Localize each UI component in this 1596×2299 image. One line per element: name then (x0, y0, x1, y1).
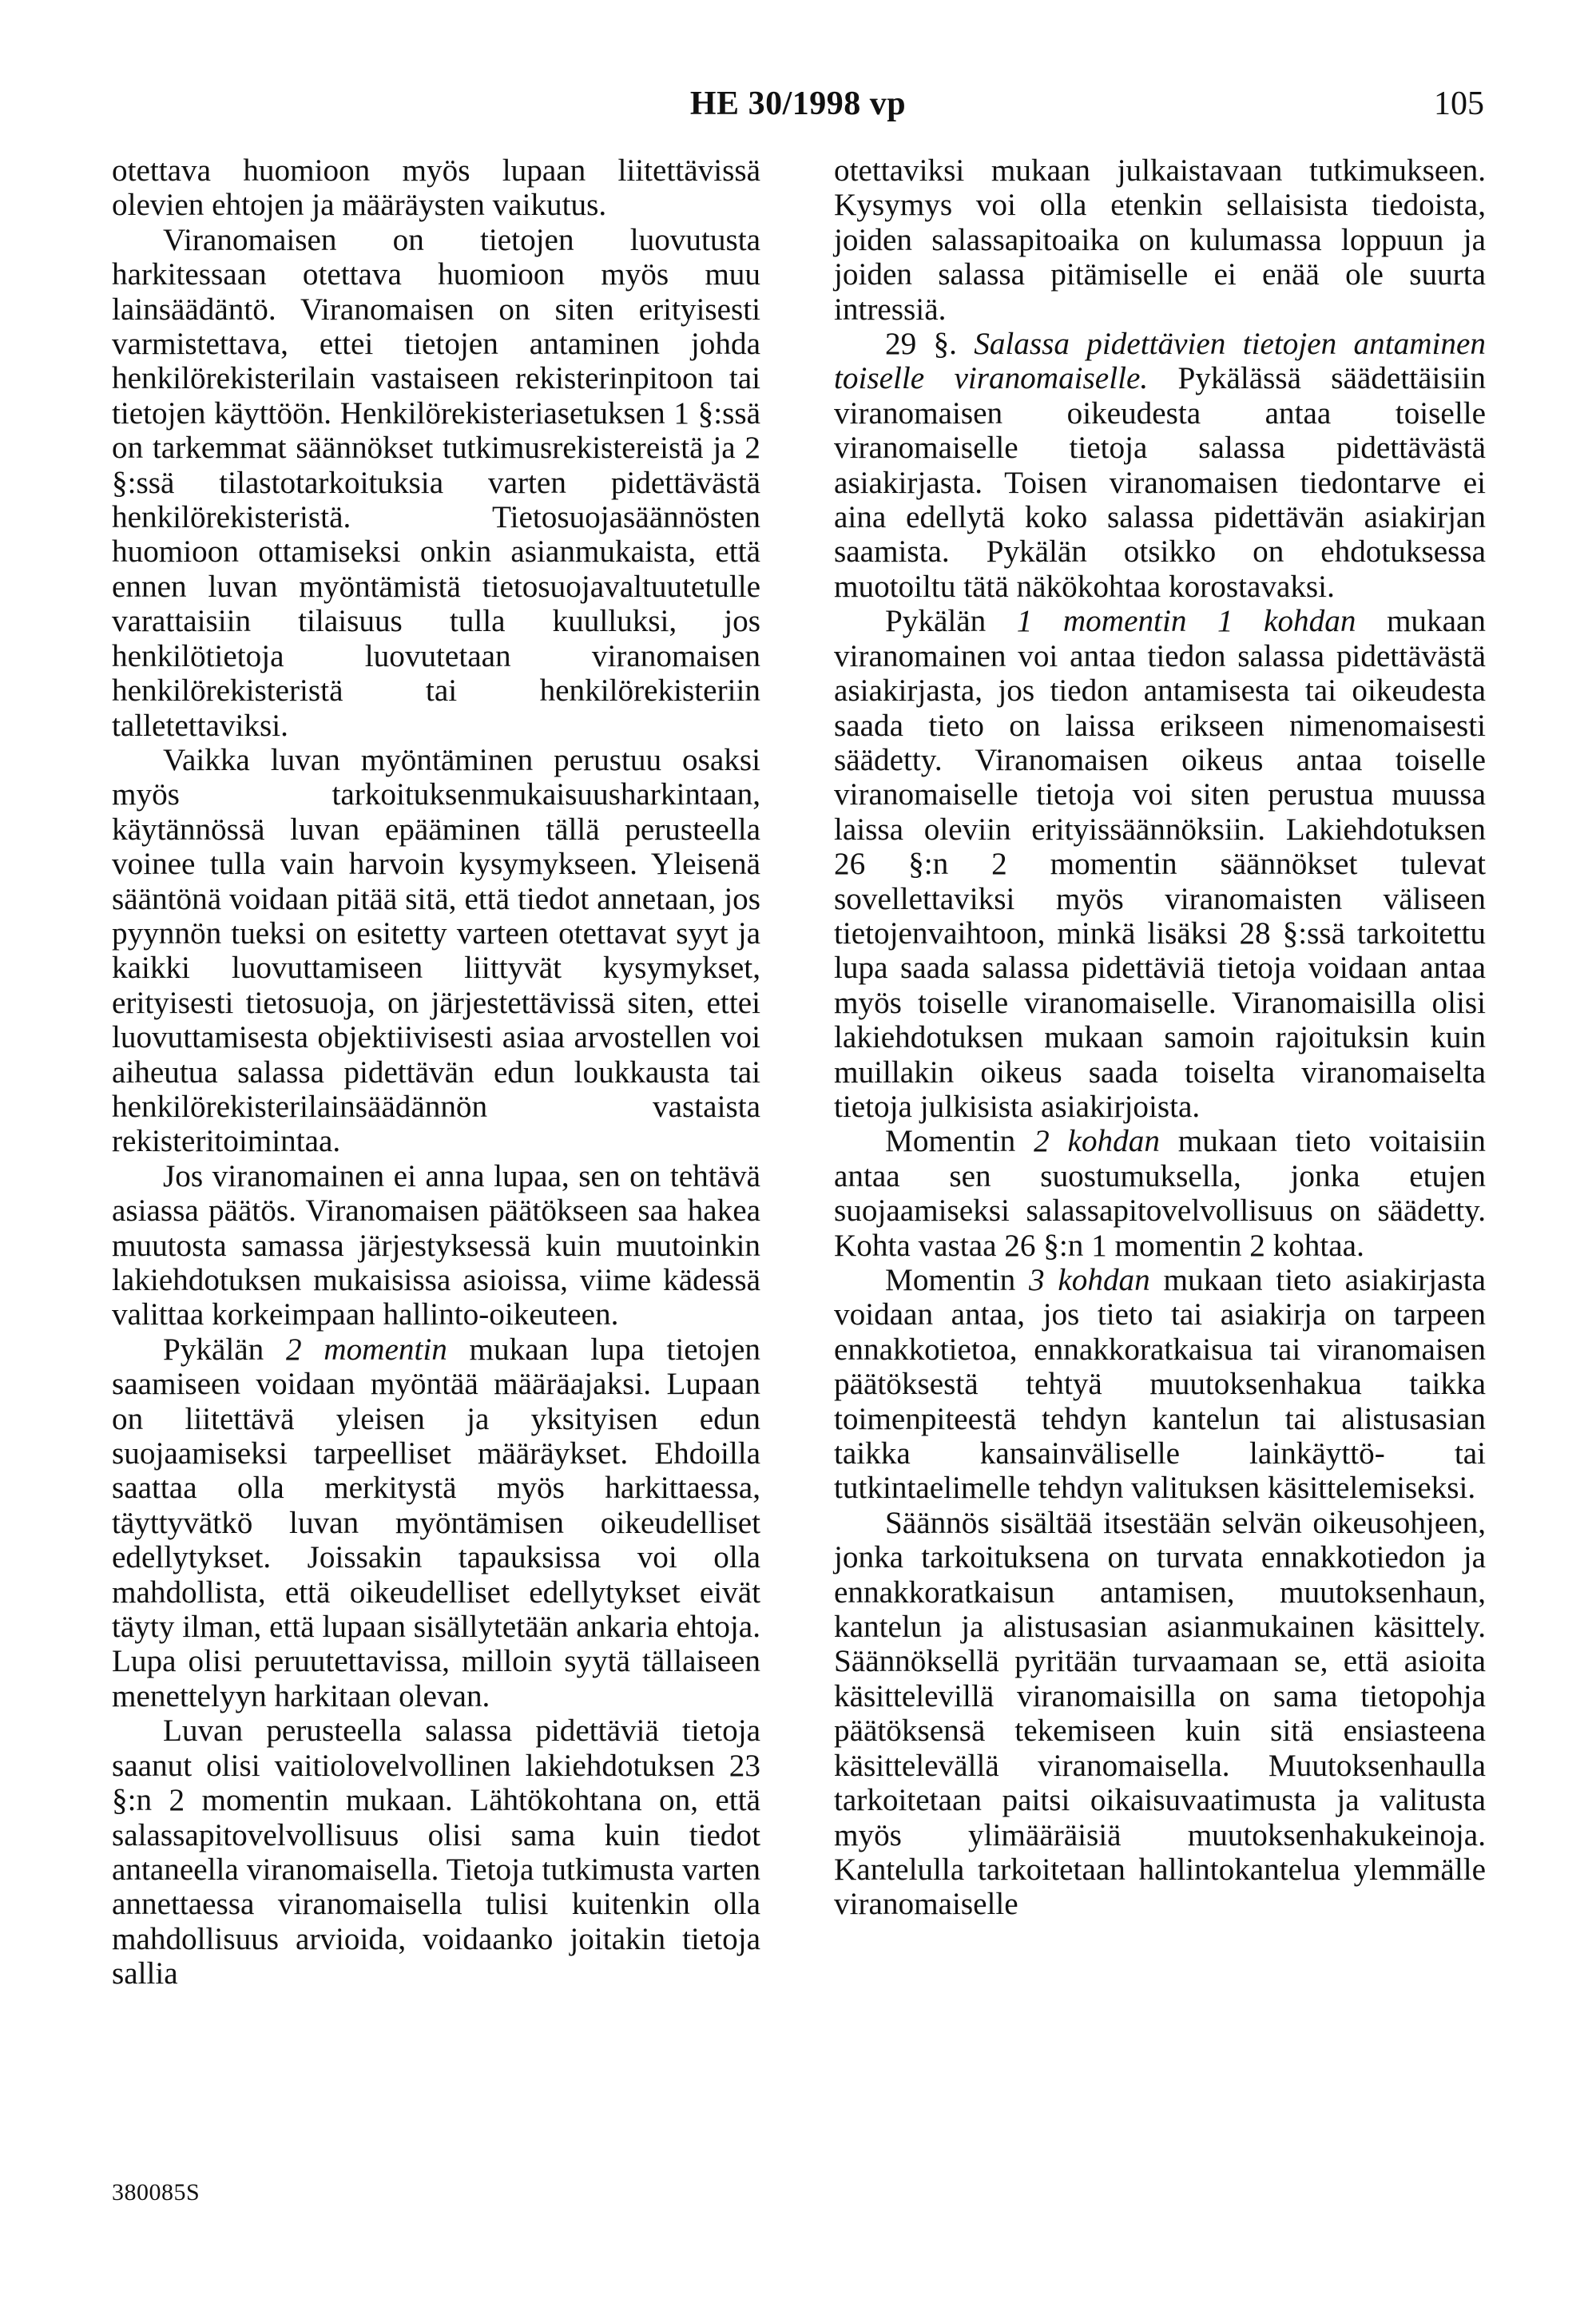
paragraph (834, 1263, 1486, 1506)
paragraph: Säännös sisältää itsestään selvän oikeusohjeen, jonka tarkoituksena on turvata ennakkotiedon ja ennakkoratkaisun antamisen, muutoksenhaun, kantelun ja alistusasian asianmukainen käsittely. Säännöksellä pyritään turvaamaan se, että asioita käsittelevillä viranomaisilla on sama tietopohja päätöksensä tekemiseen kuin sitä ensiasteena käsittelevällä viranomaisella. Muutoksenhaulla tarkoitetaan paitsi oikaisuvaatimusta ja valitusta myös ylimääräisiä muutoksenhakukeinoja. Kantelulla tarkoitetaan hallintokantelua ylemmälle viranomaiselle (834, 1505, 1486, 1922)
paragraph-text: Pykälässä säädettäisiin viranomaisen oikeudesta antaa toiselle viranomaiselle tietoja salassa pidettävästä asiakirjasta. Toisen viranomaisen tiedontarve ei aina edellytä koko salassa pidettävän asiakirjan saamista. Pykälän otsikko on ehdotuksessa muotoiltu tätä näkökohtaa korostavaksi. (834, 361, 1486, 604)
paragraph-text: mukaan lupa tietojen saamiseen voidaan myöntää määräajaksi. Lupaan on liitettävä yleisen ja yksityisen edun suojaamiseksi tarpeelliset määräykset. Ehdoilla saattaa olla merkitystä myös harkittaessa, täyttyvätkö luvan myöntämisen oikeudelliset edellytykset. Joissakin tapauksissa voi olla mahdollista, että oikeudelliset edellytykset eivät täyty ilman, että lupaan sisällytetään ankaria ehtoja. Lupa olisi peruutettavissa, milloin syytä tällaiseen menettelyyn harkitaan olevan. (112, 1332, 760, 1713)
emphasis-term: 1 momentin 1 kohdan (1016, 604, 1356, 639)
emphasis-term: 2 momentin (285, 1332, 447, 1367)
paragraph (112, 1332, 760, 1713)
paragraph: Viranomaisen on tietojen luovutusta harkitessaan otettava huomioon myös muu lainsäädäntö. Viranomaisen on siten erityisesti varmistettava, ettei tietojen antaminen johda henkilörekisterilain vastaiseen rekisterinpitoon tai tietojen käyttöön. Henkilörekisteriasetuksen 1 §:ssä on tarkemmat säännökset tutkimusrekistereistä ja 2 §:ssä tilastotarkoituksia varten pidettävästä henkilörekisteristä. Tietosuojasäännösten huomioon ottamiseksi onkin asianmukaista, että ennen luvan myöntämistä tietosuojavaltuutetulle varattaisiin tilaisuus tulla kuulluksi, jos henkilötietoja luovutetaan viranomaisen henkilörekisteristä tai henkilörekisteriin talletettaviksi. (112, 222, 760, 743)
emphasis-term: 2 kohdan (1034, 1124, 1160, 1159)
right-column (834, 153, 1486, 1922)
document-id: HE 30/1998 vp (689, 85, 907, 122)
paragraph-text: Momentin (885, 1124, 1034, 1159)
paragraph-text: mukaan tieto voitaisiin antaa sen suostumuksella, jonka etujen suojaamiseksi salassapitovelvollisuus on säädetty. Kohta vastaa 26 §:n 1 momentin 2 kohtaa. (834, 1124, 1486, 1263)
paragraph-text: mukaan viranomainen voi antaa tiedon salassa pidettävästä asiakirjasta, jos tiedon antamisesta tai oikeudesta saada tieto on laissa erikseen nimenomaisesti säädetty. Viranomaisen oikeus antaa toiselle viranomaiselle tietoja voi siten perustua muussa laissa oleviin erityissäännöksiin. Lakiehdotuksen 26 §:n 2 momentin säännökset tulevat sovellettaviksi myös viranomaisten väliseen tietojenvaihtoon, minkä lisäksi 28 §:ssä tarkoitettu lupa saada salassa pidettäviä tietoja voidaan antaa myös toiselle viranomaiselle. Viranomaisilla olisi lakiehdotuksen mukaan samoin rajoituksin kuin muillakin oikeus saada toiselta viranomaiselta tietoja julkisista asiakirjoista. (834, 604, 1486, 1124)
section-title: Salassa pidettävien tietojen antaminen toiselle viranomaiselle. (834, 327, 1486, 396)
paragraph (834, 1124, 1486, 1263)
page-number: 105 (1434, 85, 1484, 122)
paragraph: otettava huomioon myös lupaan liitettävissä olevien ehtojen ja määräysten vaikutus. (112, 153, 760, 223)
print-code: 380085S (112, 2179, 200, 2206)
paragraph-text: mukaan tieto asiakirjasta voidaan antaa, jos tieto tai asiakirja on tarpeen ennakkotietoa, ennakkoratkaisua tai viranomaisen päätöksestä tehtyä muutoksenhakua taikka toimenpiteestä tehdyn kantelun tai alistusasian taikka kansainväliselle lainkäyttö- tai tutkintaelimelle tehdyn valituksen käsittelemiseksi. (834, 1263, 1486, 1506)
paragraph (834, 604, 1486, 1124)
paragraph: Luvan perusteella salassa pidettäviä tietoja saanut olisi vaitiolovelvollinen lakiehdotuksen 23 §:n 2 momentin mukaan. Lähtökohtana on, että salassapitovelvollisuus olisi sama kuin tiedot antaneella viranomaisella. Tietoja tutkimusta varten annettaessa viranomaisella tulisi kuitenkin olla mahdollisuus arvioida, voidaanko joitakin tietoja sallia (112, 1713, 760, 1991)
paragraph: otettaviksi mukaan julkaistavaan tutkimukseen. Kysymys voi olla etenkin sellaisista tiedoista, joiden salassapitoaika on kulumassa loppuun ja joiden salassa pitämiselle ei enää ole suurta intressiä. (834, 153, 1486, 327)
paragraph: Vaikka luvan myöntäminen perustuu osaksi myös tarkoituksenmukaisuusharkintaan, käytännössä luvan epääminen tällä perusteella voinee tulla vain harvoin kysymykseen. Yleisenä sääntönä voidaan pitää sitä, että tiedot annetaan, jos pyynnön tueksi on esitetty varteen otettavat syyt ja kaikki luovuttamiseen liittyvät kysymykset, erityisesti tietosuoja, on järjestettävissä siten, ettei luovuttamisesta objektiivisesti asiaa arvostellen voi aiheutua salassa pidettävän edun loukkausta tai henkilörekisterilainsäädännön vastaista rekisteritoimintaa. (112, 742, 760, 1159)
emphasis-term: 3 kohdan (1029, 1263, 1150, 1297)
section-paragraph (834, 327, 1486, 604)
running-header (112, 85, 1484, 129)
left-column (112, 153, 760, 1991)
paragraph-text: Pykälän (885, 604, 1017, 639)
paragraph: Jos viranomainen ei anna lupaa, sen on tehtävä asiassa päätös. Viranomaisen päätökseen saa hakea muutosta samassa järjestyksessä kuin muutoinkin lakiehdotuksen mukaisissa asioissa, viime kädessä valittaa korkeimpaan hallinto-oikeuteen. (112, 1158, 760, 1332)
section-number: 29 §. (885, 327, 975, 362)
paragraph-text: Pykälän (163, 1332, 286, 1367)
paragraph-text: Momentin (885, 1263, 1030, 1297)
